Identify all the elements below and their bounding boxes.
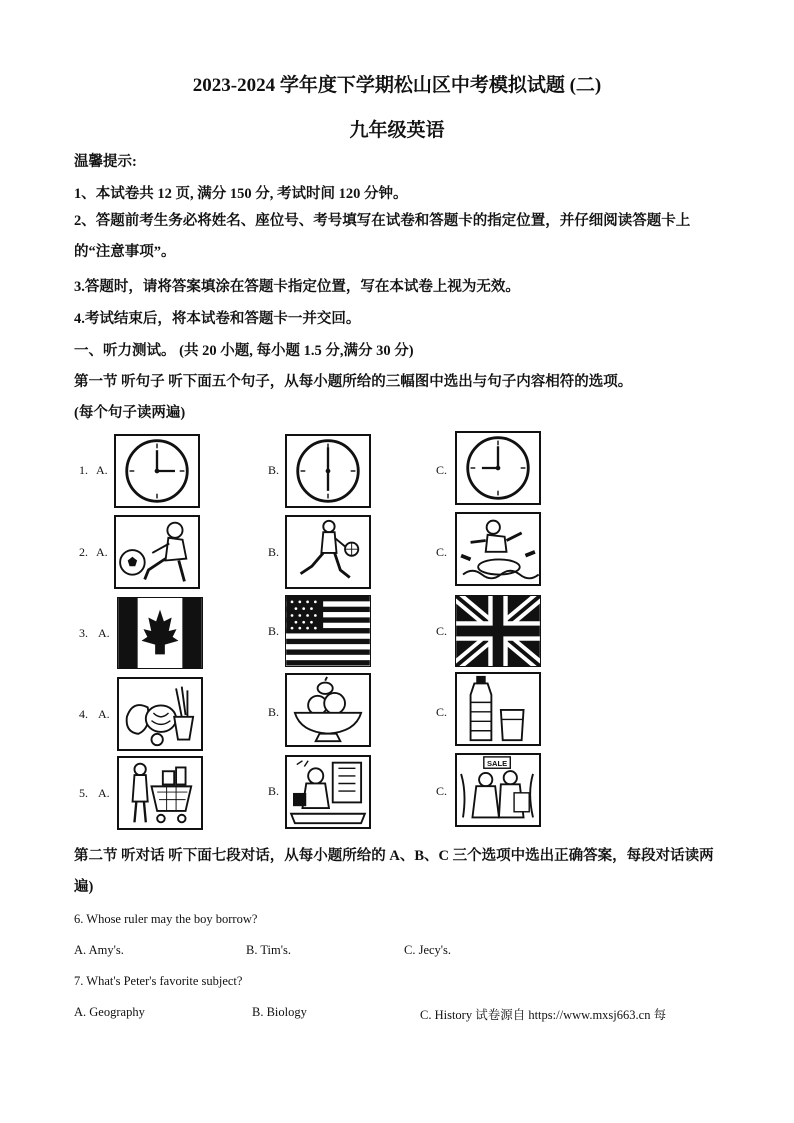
page-title: 2023-2024 学年度下学期松山区中考模拟试题 (二) (192, 75, 602, 96)
option-label: C. (436, 624, 448, 638)
usa-flag-icon (285, 595, 371, 667)
option-label: A. (96, 463, 108, 477)
section1-instruction: 第一节 听句子 听下面五个句子，从每小题所给的三幅图中选出与句子内容相符的选项。 (74, 374, 633, 390)
clock-9-icon (455, 431, 541, 505)
option-label: C. (436, 463, 448, 477)
notes-heading: 温馨提示: (74, 154, 137, 170)
q7-option-b: B. Biology (252, 1005, 307, 1019)
shopping-cart-icon (117, 756, 203, 830)
vegetables-icon (117, 677, 203, 751)
q6-option-c: C. Jecy's. (404, 943, 452, 957)
fruit-bowl-icon (285, 673, 371, 747)
soccer-player-icon (114, 515, 200, 589)
option-label: C. (436, 784, 448, 798)
question-number: 1. (79, 463, 88, 477)
question-number: 2. (79, 545, 88, 559)
option-label: C. (436, 705, 448, 719)
option-label: B. (268, 705, 280, 719)
swimmer-icon (455, 512, 541, 586)
option-label: C. (436, 545, 448, 559)
q7-option-a: A. Geography (74, 1005, 145, 1019)
clock-3-icon (114, 434, 200, 508)
question-6: 6. Whose ruler may the boy borrow? (74, 912, 258, 926)
bottle-glass-icon (455, 672, 541, 746)
canada-flag-icon (117, 597, 203, 669)
option-label: A. (96, 545, 108, 559)
clock-6-icon (285, 434, 371, 508)
option-label: B. (268, 463, 280, 477)
shop-keeper-icon (285, 755, 371, 829)
page-subtitle: 九年级英语 (349, 120, 445, 141)
option-label: A. (98, 626, 110, 640)
q6-option-b: B. Tim's. (246, 943, 291, 957)
uk-flag-icon (455, 595, 541, 667)
option-label: B. (268, 545, 280, 559)
part1-heading: 一、听力测试。 (共 20 小题, 每小题 1.5 分,满分 30 分) (74, 343, 414, 359)
option-label: A. (98, 786, 110, 800)
q7-option-c: C. History 试卷源自 https://www.mxsj663.cn 每 (420, 1008, 667, 1022)
note-2: 2、答题前考生务必将姓名、座位号、考号填写在试卷和答题卡的指定位置，并仔细阅读答题卡上的“注意事项”。 (74, 213, 691, 260)
note-3: 3.答题时，请将答案填涂在答题卡指定位置，写在本试卷上视为无效。 (74, 279, 520, 295)
note-4: 4.考试结束后，将本试卷和答题卡一并交回。 (74, 311, 361, 327)
sale-couple-icon (455, 753, 541, 827)
option-label: A. (98, 707, 110, 721)
sale-sign-text: SALE (486, 758, 508, 768)
section1-note: (每个句子读两遍) (74, 405, 186, 421)
section2-instruction: 第二节 听对话 听下面七段对话，从每小题所给的 A、B、C 三个选项中选出正确答案，每段对话读两遍) (74, 848, 714, 895)
question-number: 3. (79, 626, 88, 640)
basketball-player-icon (285, 515, 371, 589)
question-number: 4. (79, 707, 88, 721)
option-label: B. (268, 784, 280, 798)
question-7: 7. What's Peter's favorite subject? (74, 974, 243, 988)
question-number: 5. (79, 786, 88, 800)
option-label: B. (268, 624, 280, 638)
q6-option-a: A. Amy's. (74, 943, 124, 957)
note-1: 1、本试卷共 12 页, 满分 150 分, 考试时间 120 分钟。 (74, 186, 408, 202)
